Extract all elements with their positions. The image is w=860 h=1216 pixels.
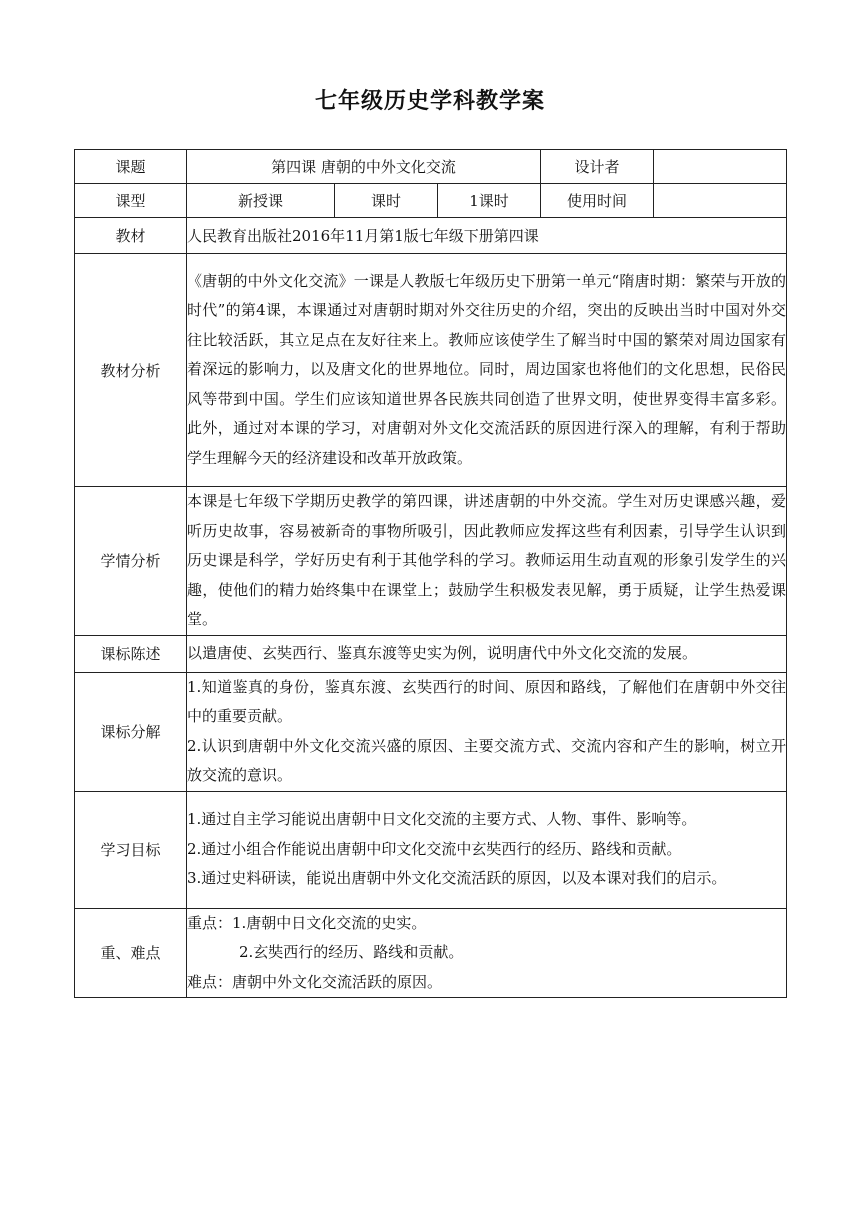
goal-item: 3.通过史料研读，能说出唐朝中外文化交流活跃的原因，以及本课对我们的启示。 <box>187 869 727 888</box>
breakdown-item: 2.认识到唐朝中外文化交流兴盛的原因、主要交流方式、交流内容和产生的影响，树立开放交流的意识。 <box>187 736 787 784</box>
hours-value: 1课时 <box>438 184 541 218</box>
analysis-text: 《唐朝的中外文化交流》一课是人教版七年级历史下册第一单元“隋唐时期：繁荣与开放的时代”的第4课，本课通过对唐朝时期对外交往历史的介绍，突出的反映出当时中国对外交往比较活跃，其立足点在友好往来上。教师应该使学生了解当时中国的繁荣对周边国家有着深远的影响力，以及唐文化的世界地位。同时，周边国家也将他们的文化思想，民俗民风等带到中国。学生们应该知道世界各民族共同创造了世界文明，使世界变得丰富多彩。此外，通过对本课的学习，对唐朝对外文化交流活跃的原因进行深入的理解，有利于帮助学生理解今天的经济建设和改革开放政策。 <box>187 254 787 487</box>
row-breakdown <box>75 672 787 791</box>
type-value: 新授课 <box>187 184 335 218</box>
standard-text: 以遣唐使、玄奘西行、鉴真东渡等史实为例，说明唐代中外文化交流的发展。 <box>187 635 787 672</box>
focus-difficult-point: 难点：唐朝中外文化交流活跃的原因。 <box>187 972 443 991</box>
lesson-label: 课题 <box>75 150 187 184</box>
row-type <box>75 184 787 218</box>
learners-text: 本课是七年级下学期历史教学的第四课，讲述唐朝的中外交流。学生对历史课感兴趣，爱听历史故事，容易被新奇的事物所吸引，因此教师应发挥这些有利因素，引导学生认识到历史课是科学，学好历史有利于其他学科的学习。教师运用生动直观的形象引发学生的兴趣，使他们的精力始终集中在课堂上；鼓励学生积极发表见解，勇于质疑，让学生热爱课堂。 <box>187 487 787 636</box>
page-title: 七年级历史学科教学案 <box>314 89 545 114</box>
focus-label: 重、难点 <box>75 908 187 998</box>
designer-label: 设计者 <box>541 150 654 184</box>
row-goals <box>75 791 787 908</box>
lesson-plan-table <box>74 149 787 998</box>
focus-key-point-2: 2.玄奘西行的经历、路线和贡献。 <box>239 943 464 961</box>
lesson-value: 第四课 唐朝的中外文化交流 <box>187 150 541 184</box>
standard-label: 课标陈述 <box>75 635 187 672</box>
goal-item: 1.通过自主学习能说出唐朝中日文化交流的主要方式、人物、事件、影响等。 <box>187 810 697 829</box>
goal-item: 2.通过小组合作能说出唐朝中印文化交流中玄奘西行的经历、路线和贡献。 <box>187 839 682 858</box>
textbook-label: 教材 <box>75 218 187 254</box>
breakdown-item: 1.知道鉴真的身份，鉴真东渡、玄奘西行的时间、原因和路线，了解他们在唐朝中外交往中的重要贡献。 <box>187 677 787 725</box>
designer-value <box>654 150 787 184</box>
goals-cell <box>187 791 787 908</box>
row-lesson <box>75 150 787 184</box>
row-focus <box>75 908 787 998</box>
learners-label: 学情分析 <box>75 487 187 636</box>
analysis-label: 教材分析 <box>75 254 187 487</box>
goals-label: 学习目标 <box>75 791 187 908</box>
textbook-value: 人民教育出版社2016年11月第1版七年级下册第四课 <box>187 218 787 254</box>
time-value <box>654 184 787 218</box>
row-analysis <box>75 254 787 487</box>
breakdown-cell <box>187 672 787 791</box>
time-label: 使用时间 <box>541 184 654 218</box>
row-textbook <box>75 218 787 254</box>
row-learners <box>75 487 787 636</box>
hours-label: 课时 <box>335 184 438 218</box>
row-standard <box>75 635 787 672</box>
type-label: 课型 <box>75 184 187 218</box>
focus-key-point: 重点：1.唐朝中日文化交流的史实。 <box>187 913 427 932</box>
breakdown-label: 课标分解 <box>75 672 187 791</box>
focus-cell <box>187 908 787 998</box>
